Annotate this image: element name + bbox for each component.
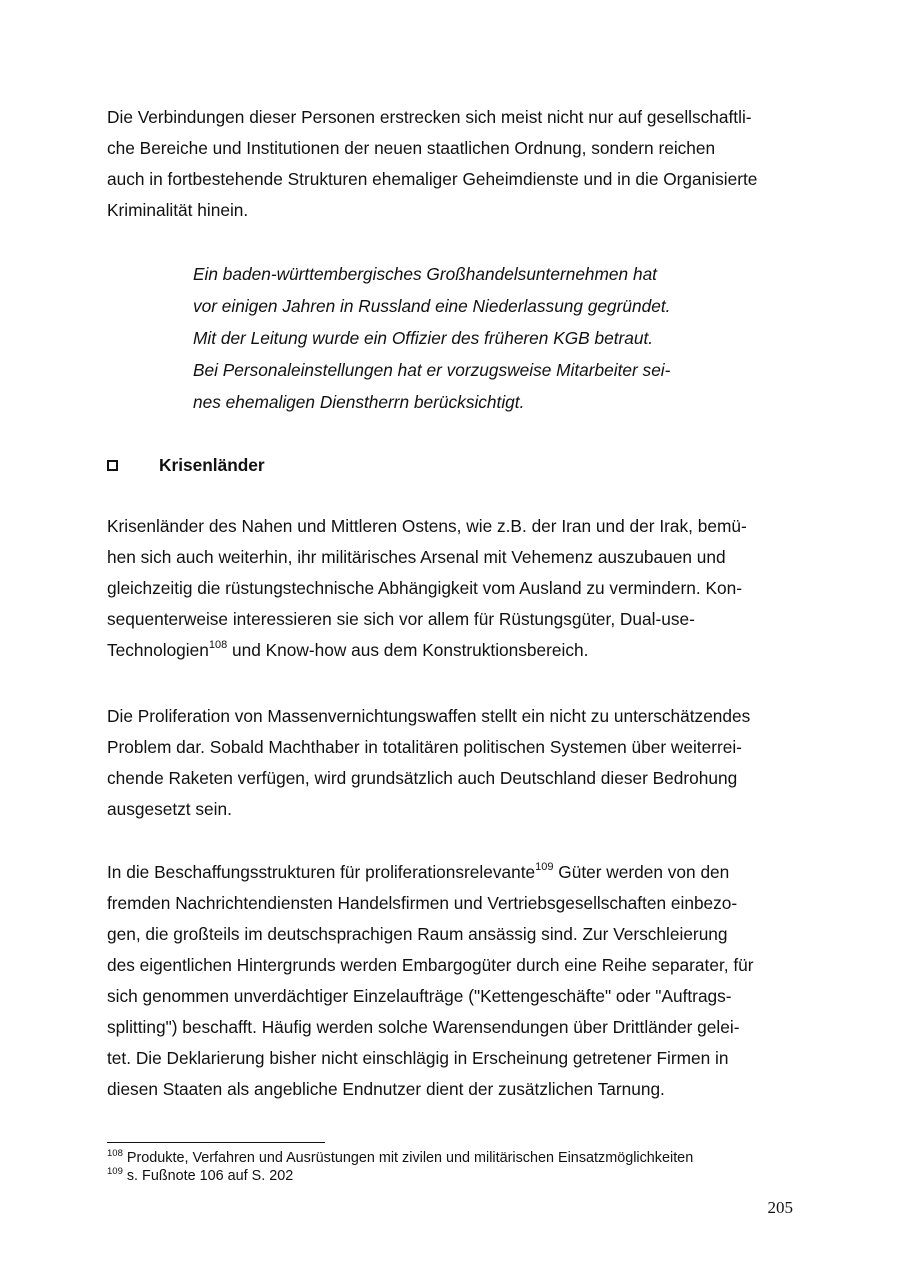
- footnote-108: $^{108}$ Produkte, Verfahren und Ausrüstungen mit zivilen und militärischen Einsatzmöglichkeiten: [107, 1148, 694, 1166]
- example-quote: Ein baden-württembergisches Großhandelsunternehmen hat vor einigen Jahren in Russland eine Niederlassung gegründet. Mit der Leitung wurde ein Offizier des früheren KGB betraut. Bei Personaleinstellungen hat er vorzugsweise Mitarbeiter sei- nes ehemaligen Dienstherrn berücksichtigt.: [193, 264, 671, 412]
- paragraph-crisis-countries: Krisenländer des Nahen und Mittleren Ostens, wie z.B. der Iran und der Irak, bemü- hen sich auch weiterhin, ihr militärisches Arsenal mit Vehemenz auszubauen und gleichzeitig die rüstungstechnische Abhängigkeit vom Ausland zu vermindern. Kon- sequenterweise interessieren sie sich vor allem für Rüstungsgüter, Dual-use- Technologien$^{108}$ und Know-how aus dem Konstruktionsbereich.: [107, 511, 797, 666]
- paragraph-connections: Die Verbindungen dieser Personen erstrecken sich meist nicht nur auf gesellschaftli- che Bereiche und Institutionen der neuen staatlichen Ordnung, sondern reichen auch in fortbestehende Strukturen ehemaliger Geheimdienste und in die Organisierte Kriminalität hinein.: [107, 107, 758, 220]
- footnotes: [107, 1149, 807, 1185]
- line-with-footnote-108: Technologien$^{108}$ und Know-how aus dem Konstruktionsbereich.: [107, 639, 589, 660]
- footnote-ref-109: 109: [535, 861, 554, 874]
- page-number: 205: [767, 1198, 793, 1217]
- paragraph-procurement: In die Beschaffungsstrukturen für proliferationsrelevante$^{109}$ Güter werden von den fremden Nachrichtendiensten Handelsfirmen und Vertriebsgesellschaften einbezo- gen, die großteils im deutschsprachigen Raum ansässig sind. Zur Verschleierung des eigentlichen Hintergrunds werden Embargogüter durch eine Reihe separater, für sich genommen unverdächtiger Einzelaufträge ("Kettengeschäfte" oder "Auftrags- splitting") beschafft. Häufig werden solche Warensendungen über Drittländer gelei- tet. Die Deklarierung bisher nicht einschlägig in Erscheinung getretener Firmen in diesen Staaten als angebliche Endnutzer dient der zusätzlichen Tarnung.: [107, 857, 797, 1105]
- line-with-footnote-109: In die Beschaffungsstrukturen für proliferationsrelevante$^{109}$ Güter werden von den: [107, 861, 730, 882]
- footnote-separator: [107, 1142, 325, 1143]
- footnote-109: $^{109}$ s. Fußnote 106 auf S. 202: [107, 1166, 294, 1184]
- section-heading: [107, 450, 265, 480]
- checkbox-bullet-icon: [107, 460, 118, 471]
- section-heading-text: Krisenländer: [159, 454, 265, 475]
- footnote-ref-108: 108: [208, 639, 228, 652]
- paragraph-proliferation: Die Proliferation von Massenvernichtungswaffen stellt ein nicht zu unterschätzendes Problem dar. Sobald Machthaber in totalitären politischen Systemen über weiterrei- chende Raketen verfügen, wird grundsätzlich auch Deutschland dieser Bedrohung ausgesetzt sein.: [107, 706, 751, 819]
